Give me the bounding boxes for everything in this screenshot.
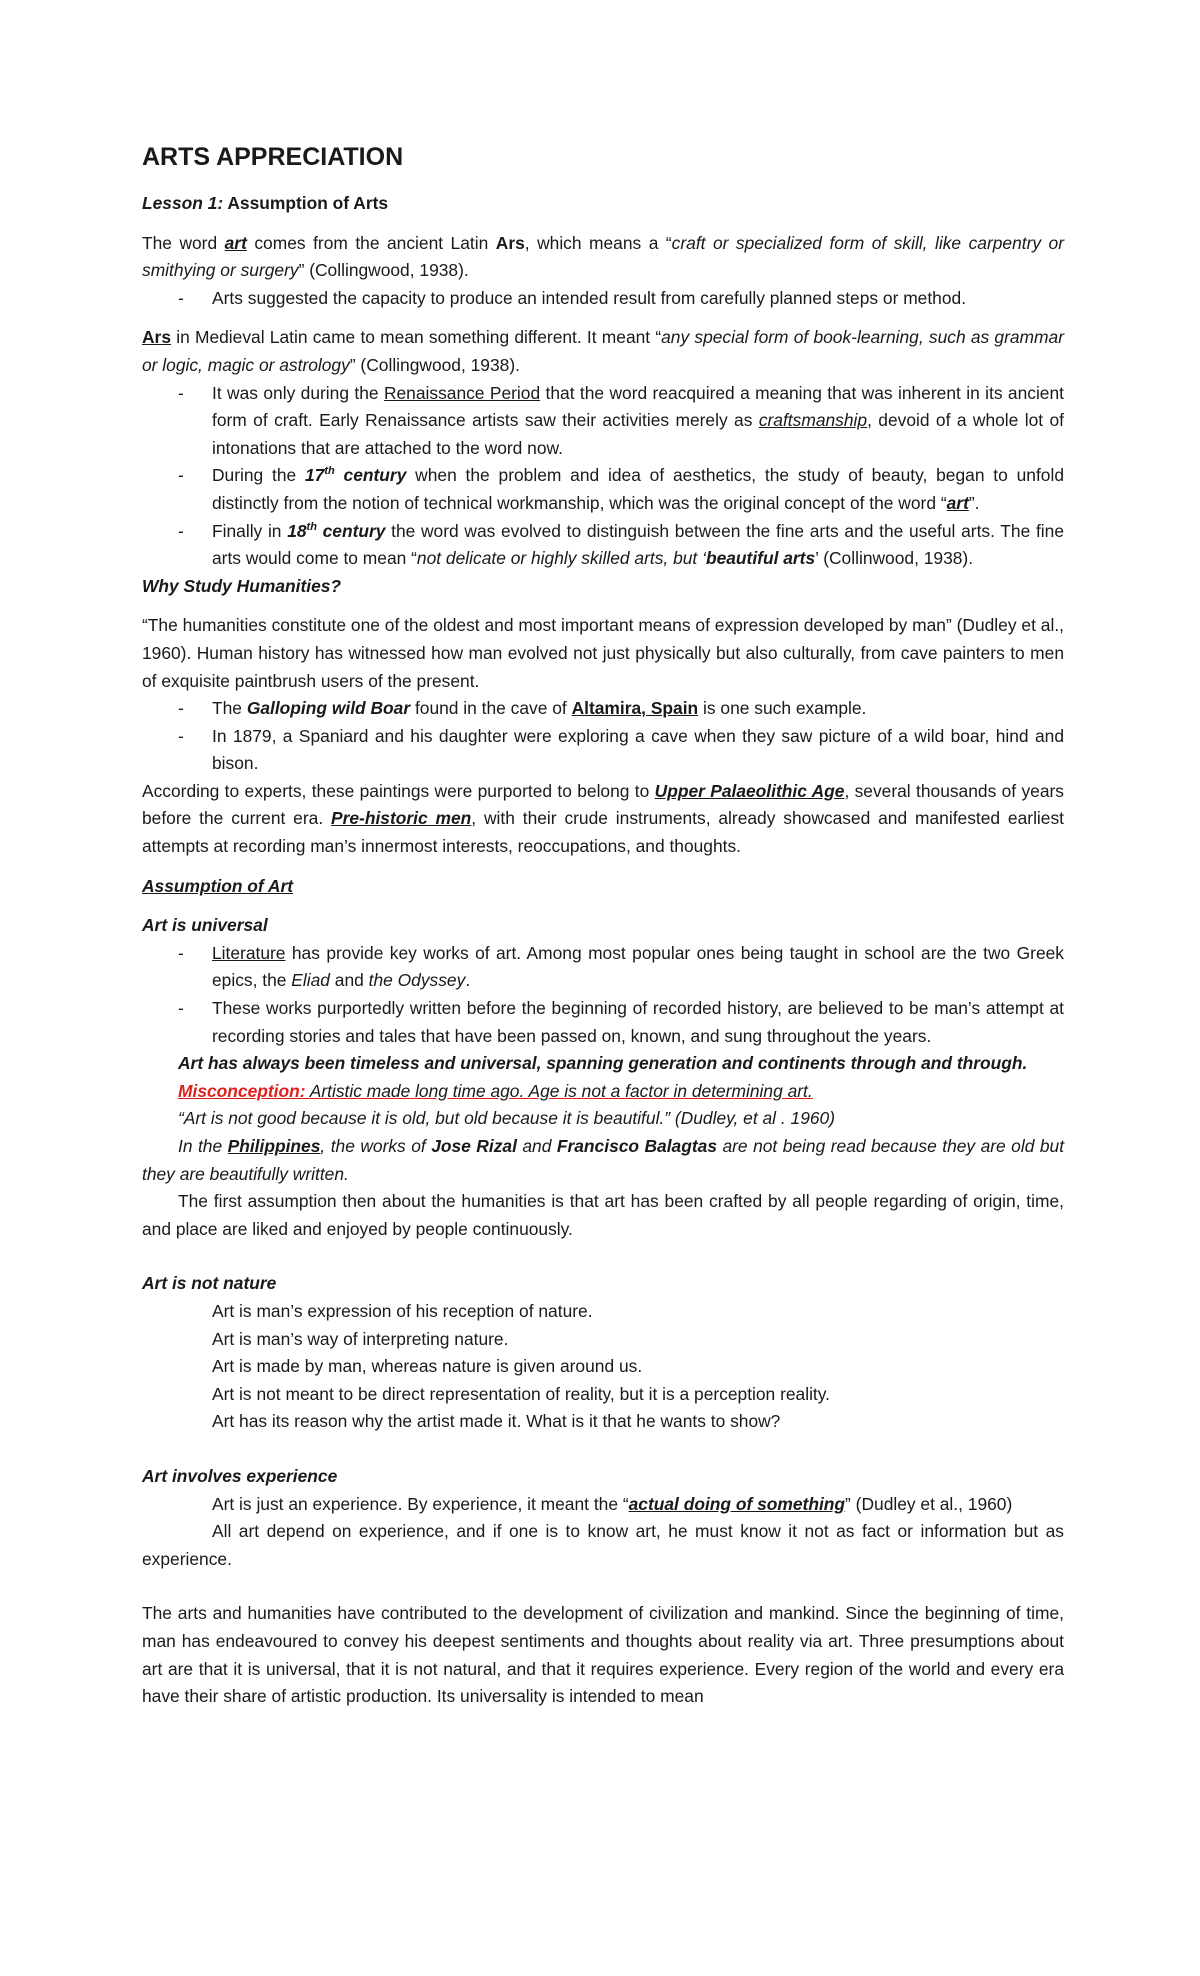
nature-line: Art has its reason why the artist made it. What is it that he wants to show? — [212, 1411, 781, 1432]
bullet-item: - During the 17th century when the problem and idea of aesthetics, the study of beauty, began to unfold distinctly from the notion of technical workmanship, which was the original concept of the word “art”. — [178, 465, 1064, 513]
bullet-item: - It was only during the Renaissance Period that the word reacquired a meaning that was inherent in its ancient form of craft. Early Renaissance artists saw their activities merely as craftsmanship, devoid of a whole lot of intonations that are attached to the word now. — [178, 382, 1064, 458]
bullet-item: - In 1879, a Spaniard and his daughter were exploring a cave when they saw picture of a wild boar, hind and bison. — [178, 725, 1064, 774]
subheading-not-nature: Art is not nature — [142, 1273, 277, 1294]
subheading-experience: Art involves experience — [142, 1465, 338, 1486]
section-heading-assumption: Assumption of Art — [142, 875, 294, 896]
subheading-universal: Art is universal — [142, 915, 268, 936]
paragraph-conclusion: The arts and humanities have contributed to the development of civilization and mankind. Since the beginning of time, man has endeavoured to convey his deepest sentiments and thoughts about reality via art. Three presumptions about art are that it is universal, that it is not natural, and that it requires experience. Every region of the world and every era have their share of artistic production. Its universality is intended to mean — [142, 1603, 1064, 1707]
bullet-item: - These works purportedly written before the beginning of recorded history, are believed to be man’s attempt at recording stories and tales that have been passed on, known, and sung throughout the years. — [178, 998, 1064, 1046]
bullet-item: - The Galloping wild Boar found in the cave of Altamira, Spain is one such example. — [178, 698, 867, 719]
nature-line: Art is man’s expression of his reception of nature. — [212, 1300, 593, 1321]
document-page — [142, 140, 1064, 1711]
bullet-item: - Finally in 18th century the word was evolved to distinguish between the fine arts and the useful arts. The fine arts would come to mean “not delicate or highly skilled arts, but ‘beautiful arts’ (Collinwood, 1938). — [178, 520, 1064, 569]
paragraph-art-origin: The word art comes from the ancient Latin Ars, which means a “craft or specialized form of skill, like carpentry or smithying or surgery” (Collingwood, 1938). — [142, 232, 1065, 281]
experience-line: Art is just an experience. By experience, it meant the “actual doing of something” (Dudley et al., 1960) — [212, 1493, 1013, 1514]
nature-line: Art is made by man, whereas nature is given around us. — [212, 1356, 643, 1377]
bullet-item: - Literature has provide key works of art. Among most popular ones being taught in school are the two Greek epics, the Eliad and the Odyssey. — [178, 942, 1064, 991]
nature-line: Art is not meant to be direct representation of reality, but it is a perception reality. — [212, 1383, 830, 1404]
lesson-heading: Lesson 1: Assumption of Arts — [142, 193, 389, 213]
paragraph-medieval: Ars in Medieval Latin came to mean something different. It meant “any special form of book-learning, such as grammar or logic, magic or astrology” (Collingwood, 1938). — [142, 327, 1064, 375]
statement-timeless: Art has always been timeless and universal, spanning generation and continents through and through. — [178, 1053, 1028, 1074]
experience-line-2: All art depend on experience, and if one is to know art, he must know it not as fact or information but as experience. — [142, 1521, 1064, 1569]
document-title: ARTS APPRECIATION — [142, 143, 404, 171]
quote-dudley: “Art is not good because it is old, but old because it is beautiful.” (Dudley, et al . 1960) — [178, 1108, 836, 1129]
misconception-note: Misconception: Artistic made long time ago. Age is not a factor in determining art. — [178, 1080, 813, 1101]
paragraph-philippines: In the Philippines, the works of Jose Rizal and Francisco Balagtas are not being read because they are old but they are beautifully written. — [142, 1136, 1065, 1184]
paragraph-humanities: “The humanities constitute one of the oldest and most important means of expression developed by man” (Dudley et al., 1960). Human history has witnessed how man evolved not just physically but also culturally, from cave painters to men of exquisite paintbrush users of the present. — [142, 615, 1064, 691]
paragraph-first-assumption: The first assumption then about the humanities is that art has been crafted by all people regarding of origin, time, and place are liked and enjoyed by people continuously. — [142, 1191, 1064, 1239]
nature-line: Art is man’s way of interpreting nature. — [212, 1328, 509, 1349]
bullet-item: - Arts suggested the capacity to produce an intended result from carefully planned steps or method. — [178, 287, 967, 308]
section-heading-why: Why Study Humanities? — [142, 575, 342, 596]
paragraph-palaeolithic: According to experts, these paintings were purported to belong to Upper Palaeolithic Age, several thousands of years before the current era. Pre-historic men, with their crude instruments, already showcased and manifested earliest attempts at recording man’s innermost interests, reoccupations, and thoughts. — [142, 780, 1064, 857]
